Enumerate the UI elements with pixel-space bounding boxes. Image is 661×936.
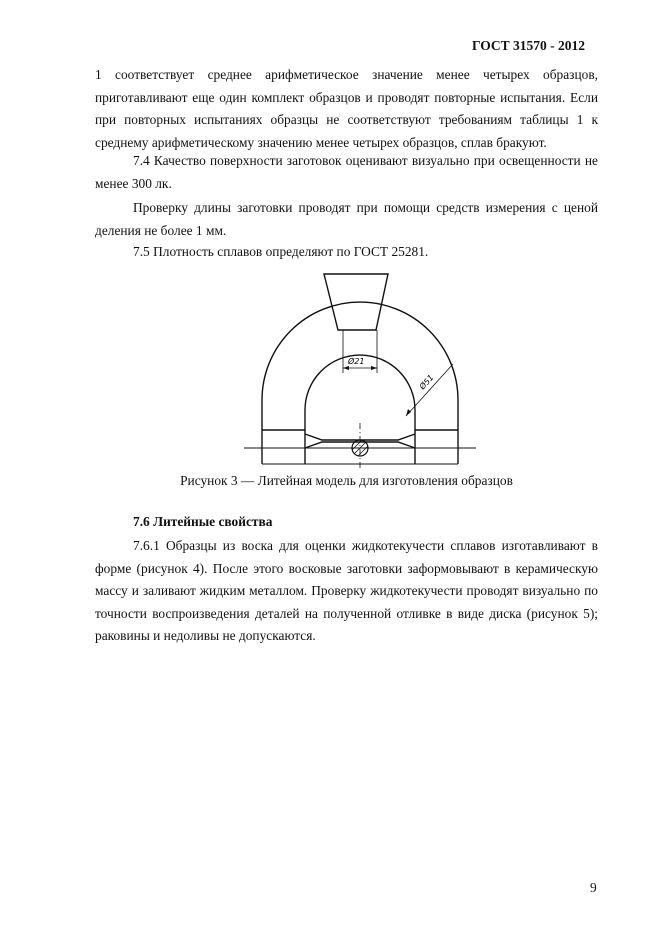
page-number: 9 [590, 880, 597, 895]
section-title: 7.6 Литейные свойства [133, 514, 273, 529]
paragraph-7-5: 7.5 Плотность сплавов определяют по ГОСТ 25281. [133, 244, 429, 259]
paragraph-length-check: Проверку длины заготовки проводят при помощи средств измерения с ценой деления не более 1 мм. [95, 200, 598, 238]
document-id-header: ГОСТ 31570 - 2012 [471, 38, 585, 53]
paragraph-7-6-1: 7.6.1 Образцы из воска для оценки жидкотекучести сплавов изготавливают в форме (рисунок 4). После этого восковые заготовки заформовывают в керамическую массу и заливают жидким металлом. Проверку жидкотекучести проводят визуально по точности воспроизведения деталей на полученной отливке в виде диска (рисунок 5); раковины и недоливы не допускаются. [95, 538, 598, 643]
inner-dimension-label: Ø21 [348, 357, 365, 366]
paragraph-continuation: 1 соответствует среднее арифметическое значение менее четырех образцов, приготавливают еще один комплект образцов и проводят повторные испытания. Если при повторных испытаниях образцы не соответствуют требованиям таблицы 1 к среднему арифметическому значению менее четырех образцов, сплав бракуют. [95, 67, 598, 150]
casting-model-drawing [240, 268, 480, 468]
outer-arch [262, 302, 458, 440]
outer-dimension-label: Ø51 [417, 373, 436, 392]
figure-caption: Рисунок 3 — Литейная модель для изготовления образцов [180, 473, 513, 488]
outer-dimension-line [406, 364, 453, 416]
paragraph-7-4: 7.4 Качество поверхности заготовок оценивают визуально при освещенности не менее 300 лк. [95, 153, 598, 191]
